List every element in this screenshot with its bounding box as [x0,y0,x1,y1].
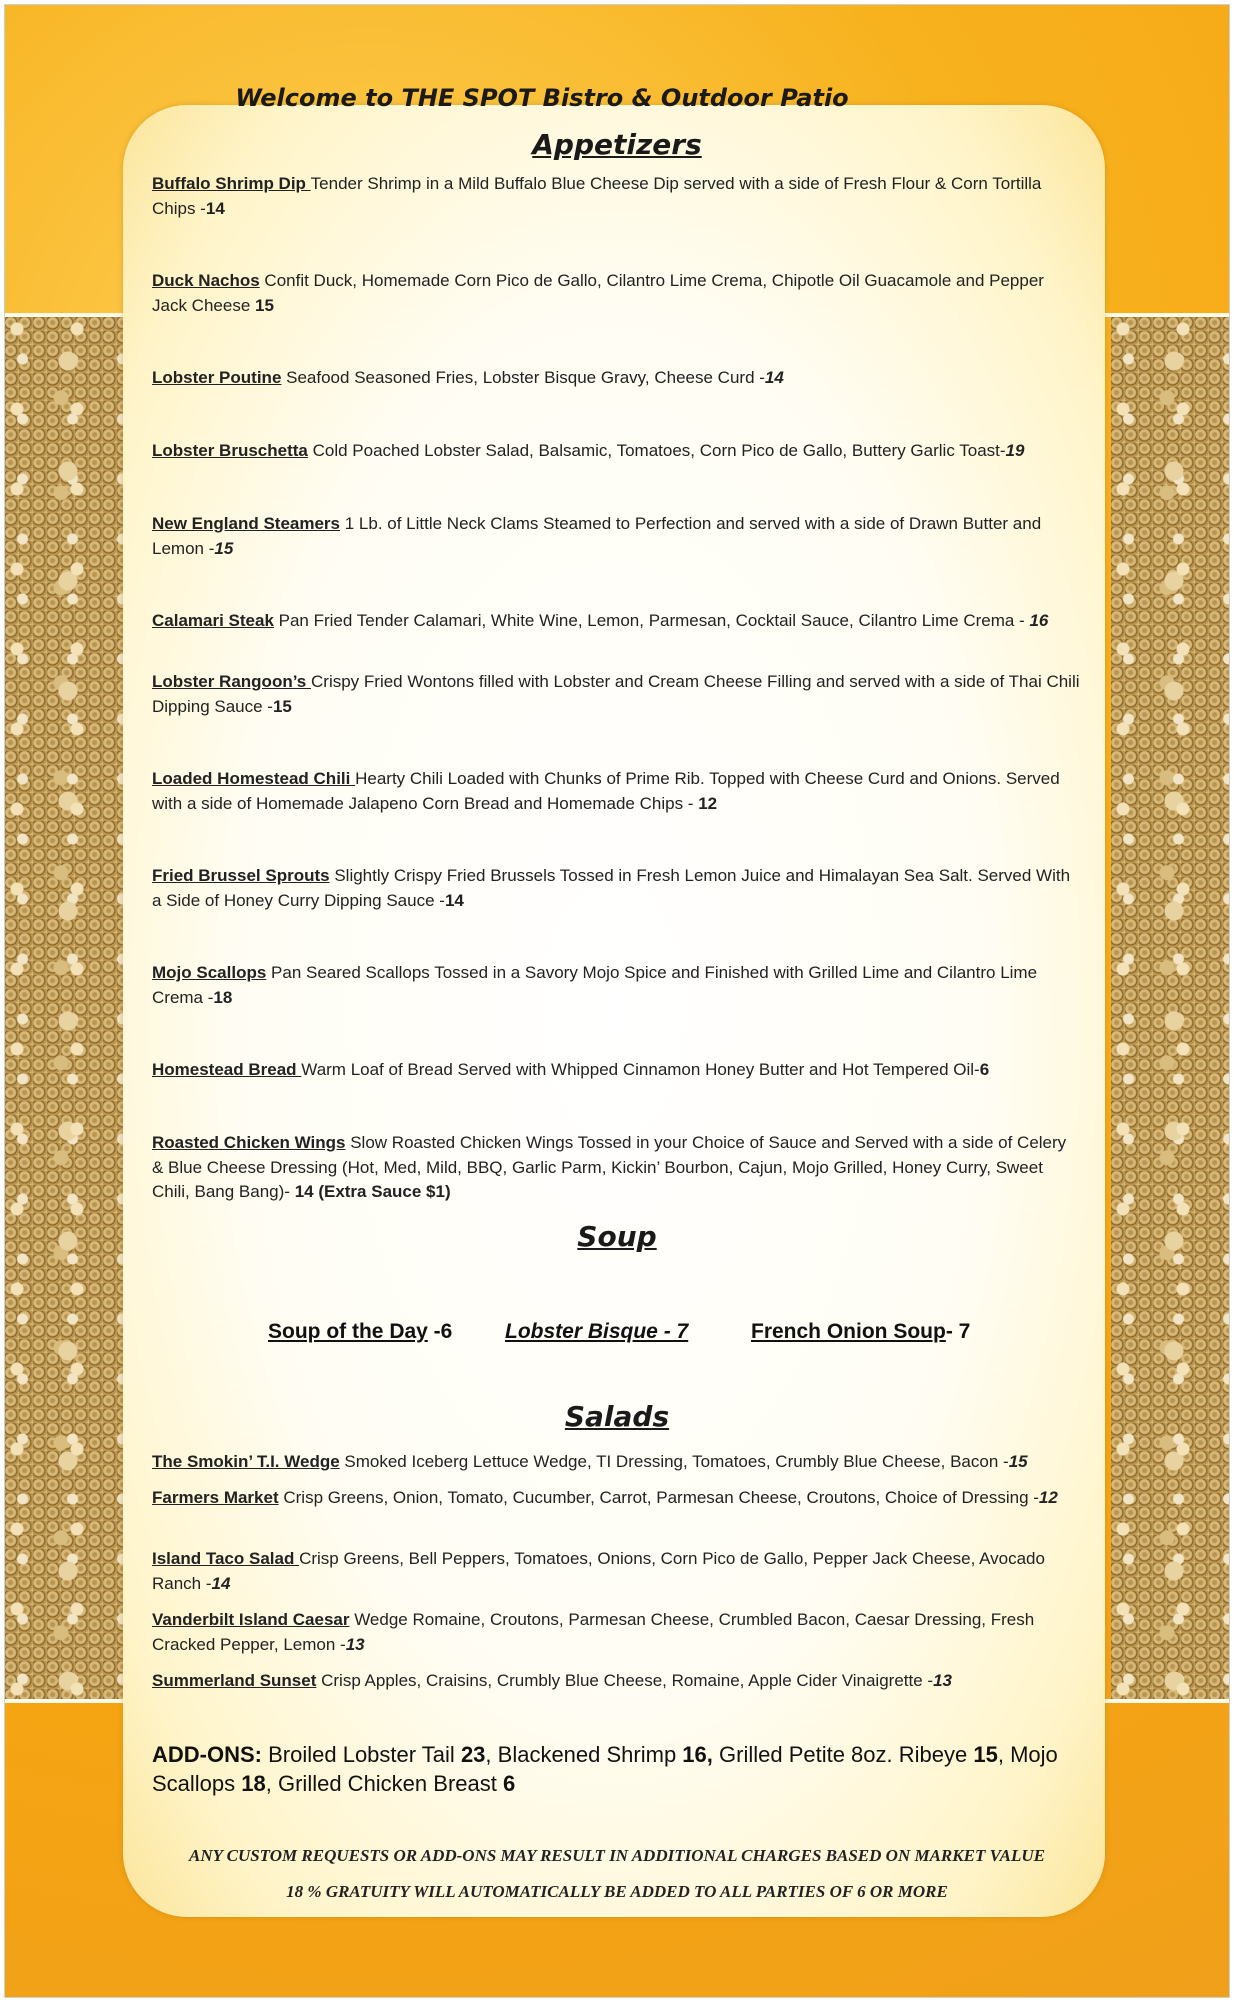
item-price: 18 [213,987,233,1007]
soup-row [0,1320,1234,1354]
item-desc: Confit Duck, Homemade Corn Pico de Gallo, Cilantro Lime Crema, Chipotle Oil Guacamole and Pepper Jack Cheese [152,271,1044,315]
item-price: 13 [933,1671,952,1690]
menu-item [152,439,1082,464]
item-desc: Tender Shrimp in a Mild Buffalo Blue Cheese Dip served with a side of Fresh Flour & Corn Tortilla Chips - [152,174,1042,218]
addon-price: 16, [682,1742,713,1767]
welcome-heading: Welcome to THE SPOT Bistro & Outdoor Patio [235,84,849,112]
item-desc: Crisp Apples, Craisins, Crumbly Blue Cheese, Romaine, Apple Cider Vinaigrette - [316,1671,934,1690]
menu-item [152,269,1082,318]
addon-price: 6 [502,1771,516,1796]
item-desc: Seafood Seasoned Fries, Lobster Bisque Gravy, Cheese Curd - [281,368,765,387]
item-price: 16 [1029,611,1049,630]
soup-item [268,1320,452,1344]
item-price: 15 [214,538,234,558]
addons-section [152,1740,1082,1798]
item-price: 12 [1038,1488,1058,1507]
addon-text: , Mojo Scallops [152,1742,1058,1796]
item-desc: Hearty Chili Loaded with Chunks of Prime Rib. Topped with Cheese Curd and Onions. Served with a side of Homemade Jalapeno Corn Bread and Homemade Chips - [152,769,1060,813]
item-price: 14 (Extra Sauce $1) [294,1182,451,1201]
soup-item [505,1320,688,1344]
addon-price: 23 [460,1742,486,1767]
addon-text: Grilled Petite 8oz. Ribeye [712,1742,974,1767]
item-name: Mojo Scallops [152,963,267,982]
menu-item [152,670,1082,719]
addon-price: 18 [241,1771,266,1796]
item-price: 13 [345,1634,365,1654]
appetizers-title: Appetizers [532,128,702,161]
menu-item [152,366,1082,391]
soup-price: - 7 [945,1320,971,1343]
menu-item [152,512,1082,561]
addon-price: 15 [973,1742,998,1767]
item-name: Loaded Homestead Chili [152,769,356,788]
item-price: 15 [255,295,274,315]
addon-text: , Grilled Chicken Breast [265,1771,503,1796]
item-desc: Pan Seared Scallops Tossed in a Savory Mojo Spice and Finished with Grilled Lime and Cilantro Lime Crema - [152,963,1038,1007]
addon-text: Broiled Lobster Tail [262,1742,461,1767]
menu-item [152,767,1082,816]
item-name: Lobster Poutine [152,368,282,387]
item-name: Lobster Rangoon’s [152,672,311,691]
item-name: Duck Nachos [152,271,260,290]
item-desc: Crispy Fried Wontons filled with Lobster and Cream Cheese Filling and served with a side of Thai Chili Dipping Sauce - [152,672,1080,716]
addons-label: ADD-ONS: [152,1742,262,1767]
item-price: 6 [979,1060,990,1079]
item-desc: Smoked Iceberg Lettuce Wedge, TI Dressing, Tomatoes, Crumbly Blue Cheese, Bacon - [339,1452,1009,1471]
item-desc: Slow Roasted Chicken Wings Tossed in your Choice of Sauce and Served with a side of Celery & Blue Cheese Dressing (Hot, Med, Mild, BBQ, Garlic Parm, Kickin’ Bourbon, Cajun, Mojo Grilled, Honey Curry, Sweet Chili, Bang Bang)- [152,1133,1067,1201]
item-name: The Smokin’ T.I. Wedge [152,1452,340,1471]
menu-item [152,1547,1082,1596]
item-desc: Crisp Greens, Bell Peppers, Tomatoes, Onions, Corn Pico de Gallo, Pepper Jack Cheese, Avocado Ranch - [152,1549,1045,1593]
item-name: Homestead Bread [152,1060,302,1079]
sand-panel-left [5,317,123,1699]
soup-price: -6 [427,1320,453,1343]
custom-requests-note: ANY CUSTOM REQUESTS OR ADD-ONS MAY RESULT IN ADDITIONAL CHARGES BASED ON MARKET VALUE [188,1846,1045,1865]
item-desc: 1 Lb. of Little Neck Clams Steamed to Perfection and served with a side of Drawn Butter and Lemon - [152,514,1042,558]
item-name: Summerland Sunset [152,1671,317,1690]
menu-item [152,864,1082,913]
menu-item [152,1669,1082,1694]
menu-item [152,609,1082,634]
item-name: Farmers Market [152,1488,279,1507]
item-desc: Wedge Romaine, Croutons, Parmesan Cheese, Crumbled Bacon, Caesar Dressing, Fresh Cracked Pepper, Lemon - [152,1610,1035,1654]
item-name: Roasted Chicken Wings [152,1133,346,1152]
sand-panel-right [1111,317,1229,1699]
soup-name: French Onion Soup [751,1320,946,1343]
salads-title: Salads [564,1400,670,1433]
item-name: Island Taco Salad [152,1549,300,1568]
soup-item [751,1320,970,1344]
item-desc: Cold Poached Lobster Salad, Balsamic, Tomatoes, Corn Pico de Gallo, Buttery Garlic Toast- [307,441,1006,460]
item-name: Vanderbilt Island Caesar [152,1610,350,1629]
item-price: 14 [444,890,464,910]
menu-item [152,1131,1082,1205]
menu-item [152,1608,1082,1657]
item-desc: Crisp Greens, Onion, Tomato, Cucumber, Carrot, Parmesan Cheese, Croutons, Choice of Dressing - [278,1488,1039,1507]
soup-name: Soup of the Day [268,1320,428,1343]
menu-item [152,961,1082,1010]
item-price: 14 [205,198,225,218]
item-name: Buffalo Shrimp Dip [152,174,311,193]
item-name: New England Steamers [152,514,341,533]
item-price: 14 [764,368,784,387]
menu-item [152,1450,1082,1475]
gratuity-note: 18 % GRATUITY WILL AUTOMATICALLY BE ADDED TO ALL PARTIES OF 6 OR MORE [286,1882,948,1901]
item-desc: Warm Loaf of Bread Served with Whipped Cinnamon Honey Butter and Hot Tempered Oil- [301,1060,980,1079]
item-price: 14 [211,1573,231,1593]
item-price: 12 [698,793,718,813]
item-name: Lobster Bruschetta [152,441,308,460]
addon-text: , Blackened Shrimp [485,1742,683,1767]
item-price: 15 [272,696,292,716]
soup-title: Soup [577,1220,657,1253]
item-desc: Pan Fried Tender Calamari, White Wine, Lemon, Parmesan, Cocktail Sauce, Cilantro Lime Crema - [273,611,1030,630]
menu-item [152,1486,1082,1511]
item-name: Calamari Steak [152,611,274,630]
menu-item [152,172,1082,221]
item-price: 15 [1008,1452,1028,1471]
item-price: 19 [1005,441,1025,460]
menu-item [152,1058,1082,1083]
item-name: Fried Brussel Sprouts [152,866,330,885]
soup-name: Lobster Bisque - 7 [505,1320,689,1343]
item-desc: Slightly Crispy Fried Brussels Tossed in Fresh Lemon Juice and Himalayan Sea Salt. Served With a Side of Honey Curry Dipping Sauce - [152,866,1071,910]
